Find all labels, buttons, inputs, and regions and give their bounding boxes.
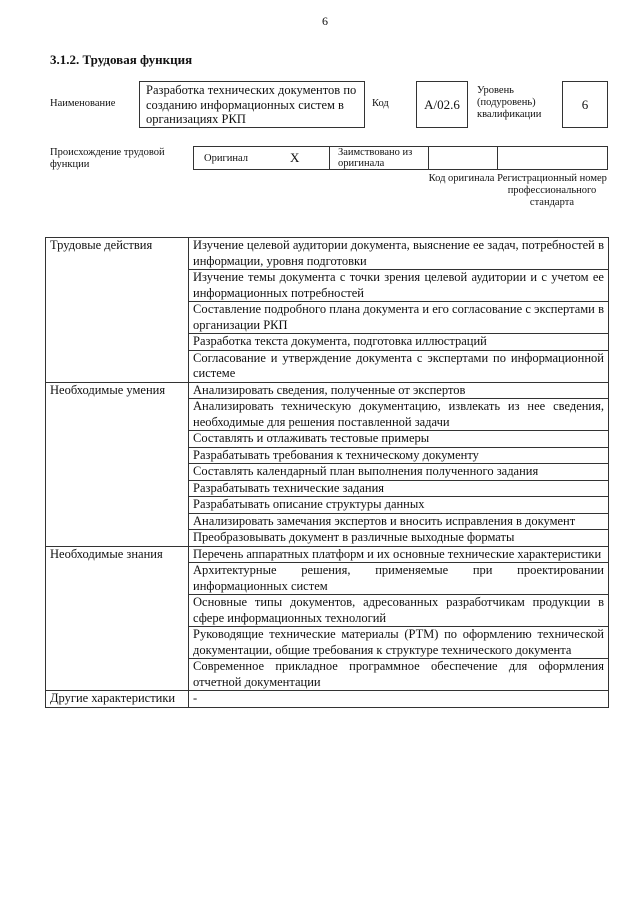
row-item: Преобразовывать документ в различные выходные форматы: [189, 530, 609, 547]
row-item: Составлять и отлаживать тестовые примеры: [189, 431, 609, 448]
row-item: Составлять календарный план выполнения полученного задания: [189, 464, 609, 481]
page-number: 6: [322, 14, 328, 28]
function-name-box: Разработка технических документов по созданию информационных систем в организациях РКП: [139, 81, 365, 128]
original-cell: Оригинал: [204, 153, 248, 164]
original-code-caption: Код оригинала: [428, 173, 495, 184]
row-item: Разработка текста документа, подготовка иллюстраций: [189, 334, 609, 351]
name-label: Наименование: [50, 98, 116, 109]
table-row: [46, 238, 609, 270]
row-item: Архитектурные решения, применяемые при проектировании информационных систем: [189, 563, 609, 595]
row-category-label: Другие характеристики: [46, 691, 189, 708]
row-item: Разрабатывать описание структуры данных: [189, 497, 609, 514]
reg-number-cell: [497, 147, 607, 169]
level-label: Уровень (подуровень) квалификации: [477, 85, 542, 120]
code-box: A/02.6: [416, 81, 468, 128]
row-item: Разрабатывать требования к техническому документу: [189, 447, 609, 464]
row-item: Изучение целевой аудитории документа, выяснение ее задач, потребностей в информации, уровня подготовки: [189, 238, 609, 270]
row-item: Современное прикладное программное обеспечение для оформления отчетной документации: [189, 659, 609, 691]
row-category-label: Необходимые знания: [46, 546, 189, 691]
row-item: Разрабатывать технические задания: [189, 480, 609, 497]
borrowed-cell: Заимствовано из оригинала: [329, 147, 428, 169]
origin-label: Происхождение трудовой функции: [50, 147, 165, 170]
row-item: Анализировать сведения, полученные от экспертов: [189, 382, 609, 399]
table-row: [46, 382, 609, 399]
level-box: 6: [562, 81, 608, 128]
table-row: [46, 691, 609, 708]
section-title: 3.1.2. Трудовая функция: [50, 52, 193, 67]
row-item: Перечень аппаратных платформ и их основные технические характеристики: [189, 546, 609, 563]
row-item: Основные типы документов, адресованных разработчикам продукции в сфере информационных технологий: [189, 595, 609, 627]
row-item: Руководящие технические материалы (РТМ) по оформлению технической документации, общие требования к структуре технического документа: [189, 627, 609, 659]
table-row: [46, 546, 609, 563]
original-code-cell: [428, 147, 497, 169]
row-item: -: [189, 691, 609, 708]
row-category-label: Необходимые умения: [46, 382, 189, 546]
row-item: Составление подробного плана документа и его согласование с экспертами в организации РКП: [189, 302, 609, 334]
row-item: Анализировать техническую документацию, извлекать из нее сведения, необходимые для решения поставленной задачи: [189, 399, 609, 431]
row-category-label: Трудовые действия: [46, 238, 189, 383]
row-item: Изучение темы документа с точки зрения целевой аудитории и с учетом ее информационных потребностей: [189, 270, 609, 302]
reg-number-caption: Регистрационный номер профессионального стандарта: [497, 173, 607, 208]
function-details-table: [45, 237, 609, 708]
row-item: Анализировать замечания экспертов и вносить исправления в документ: [189, 513, 609, 530]
code-label: Код: [372, 98, 389, 109]
original-mark: X: [290, 150, 300, 165]
origin-table: [193, 146, 608, 170]
row-item: Согласование и утверждение документа с экспертами по информационной системе: [189, 350, 609, 382]
